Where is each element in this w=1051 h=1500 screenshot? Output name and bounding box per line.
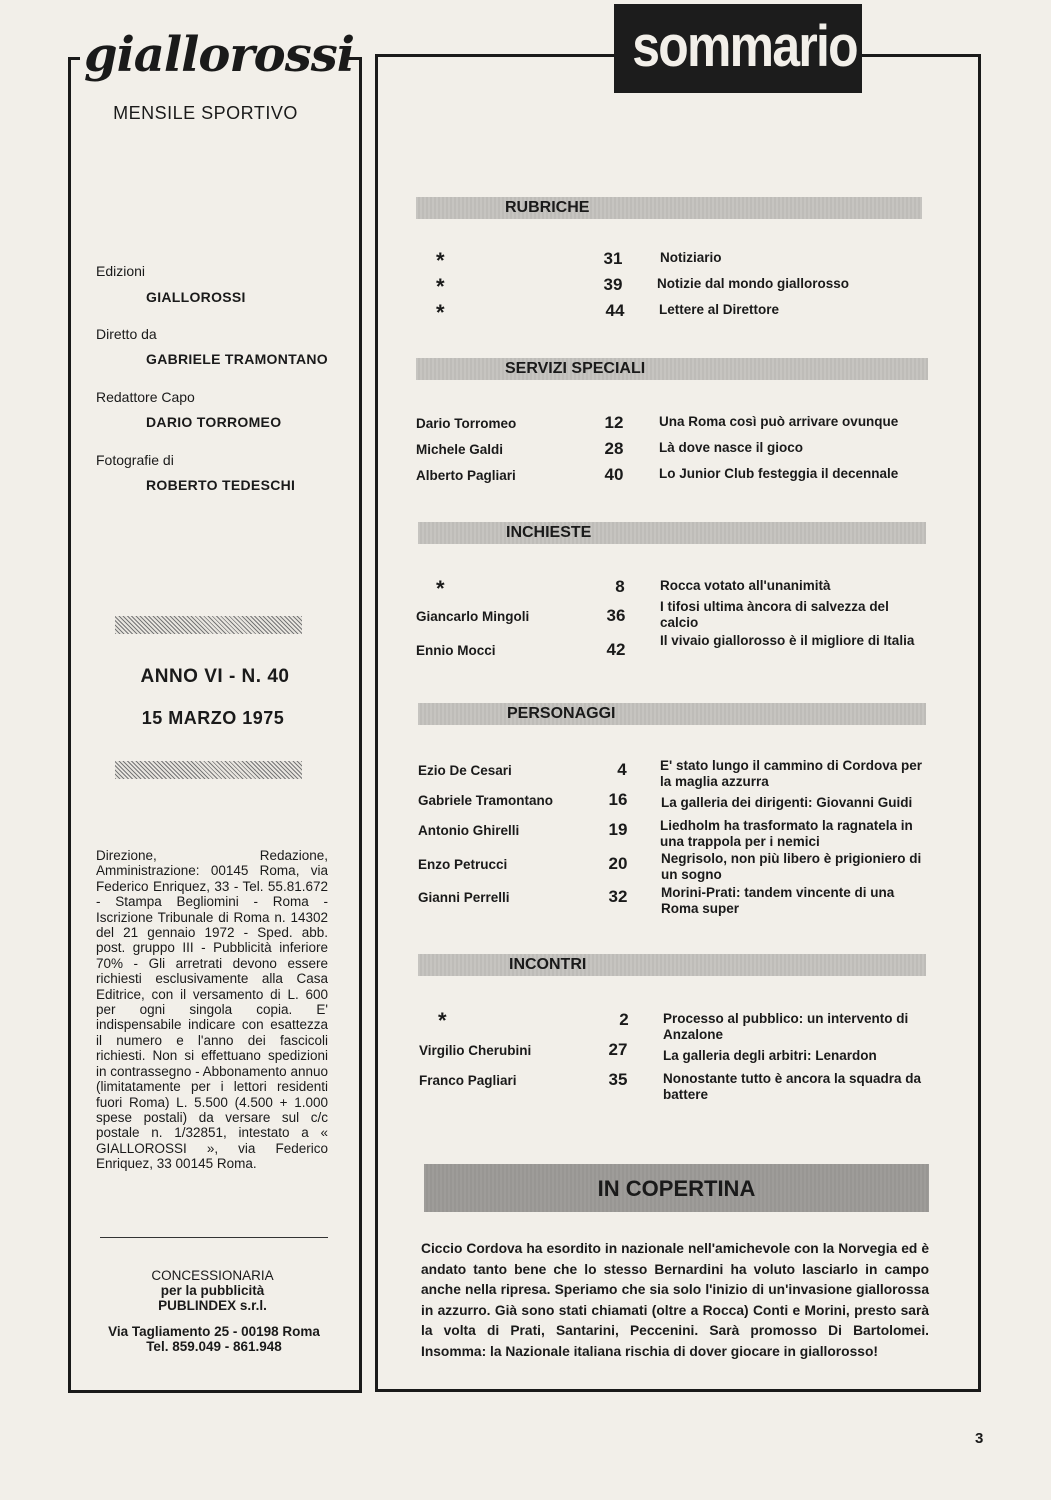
section-header-servizi-speciali: SERVIZI SPECIALI: [416, 358, 928, 380]
entry-title: Rocca votato all'unanimità: [660, 578, 831, 593]
entry-page: 28: [604, 439, 624, 458]
entry-page: 31: [603, 249, 623, 268]
entry-author: Dario Torromeo: [416, 416, 517, 431]
entry-page: 2: [619, 1010, 629, 1029]
dealer-line-1: CONCESSIONARIA: [151, 1268, 274, 1283]
entry-title: Liedholm ha trasformato la ragnatela in una trappola per i nemici: [660, 818, 913, 849]
cover-description: Ciccio Cordova ha esordito in nazionale nell'amichevole con la Norvegia ed è andato tanto bene che lo stesso Bernardini ha voluto lasciarlo in campo anche nella ripresa. Speriamo che sia solo l'inizio di un'invasione giallorossa in azzurro. Già sono stati chiamati (oltre a Rocca) Conti e Morini, presto sarà la volta di Prati, Santarini, Peccenini. Sarà promosso Di Bartolomei. Insomma: la Nazionale italiana rischia di dover giocare in giallorosso!: [421, 1241, 929, 1359]
entry-author: Gianni Perrelli: [418, 890, 510, 905]
entry-title: I tifosi ultima àncora di salvezza del calcio: [660, 599, 889, 630]
entry-title: Notizie dal mondo giallorosso: [657, 276, 850, 291]
star-icon: *: [436, 248, 445, 273]
credit-label-photos: Fotografie di: [96, 452, 174, 468]
entry-author: Franco Pagliari: [419, 1073, 517, 1088]
section-header-in-copertina: IN COPERTINA: [424, 1164, 929, 1212]
dealer-address: [90, 1324, 338, 1354]
decorative-divider-top: [115, 616, 302, 634]
credit-name-editions: GIALLOROSSI: [146, 289, 246, 305]
star-icon: *: [436, 576, 445, 601]
entry-title: Nonostante tutto è ancora la squadra da battere: [663, 1071, 922, 1102]
entry-title: E' stato lungo il cammino di Cordova per la maglia azzurra: [660, 758, 922, 789]
star-icon: *: [438, 1008, 447, 1033]
entry-title: La galleria dei dirigenti: Giovanni Guidi: [661, 795, 913, 810]
divider-rule: [100, 1237, 328, 1238]
entry-title: Lo Junior Club festeggia il decennale: [659, 466, 899, 481]
entry-title: Lettere al Direttore: [659, 302, 780, 317]
entry-title: Morini-Prati: tandem vincente di una Roma super: [661, 885, 895, 916]
decorative-divider-bottom: [115, 761, 302, 779]
section-header-personaggi: PERSONAGGI: [418, 703, 926, 725]
credit-label-director: Diretto da: [96, 326, 157, 342]
entry-page: 27: [608, 1040, 628, 1059]
page-number: 3: [975, 1430, 984, 1447]
entry-page: 12: [604, 413, 624, 432]
entry-page: 4: [617, 760, 627, 779]
entry-page: 40: [604, 465, 624, 484]
masthead-title: giallorossi: [80, 20, 348, 90]
entry-author: Gabriele Tramontano: [418, 793, 554, 808]
section-header-rubriche: RUBRICHE: [416, 197, 922, 219]
star-icon: *: [436, 274, 445, 299]
entry-author: Michele Galdi: [416, 442, 504, 457]
section-header-inchieste: INCHIESTE: [418, 522, 926, 544]
credit-label-editions: Edizioni: [96, 263, 146, 279]
entry-page: 16: [608, 790, 628, 809]
entry-title: Il vivaio giallorosso è il migliore di Italia: [660, 633, 915, 648]
entry-author: Giancarlo Mingoli: [416, 609, 530, 624]
entry-author: Alberto Pagliari: [416, 468, 516, 483]
sommario-banner-text: sommario: [632, 14, 857, 79]
entry-title: Una Roma così può arrivare ovunque: [659, 414, 899, 429]
entry-title: Là dove nasce il gioco: [659, 440, 804, 455]
entry-page: 32: [608, 887, 628, 906]
entry-title: Processo al pubblico: un intervento di Anzalone: [663, 1011, 909, 1042]
star-icon: *: [436, 300, 445, 325]
entry-page: 8: [615, 577, 625, 596]
credit-label-chief-editor: Redattore Capo: [96, 389, 195, 405]
editorial-info: Direzione, Redazione, Amministrazione: 00145 Roma, via Federico Enriquez, 33 - Tel. 55.81.672 - Stampa Begliomini - Roma - Iscrizione Tribunale di Roma n. 14302 del 21 gennaio 1972 - Sped. abb. post. gruppo III - Pubblicità inferiore 70% - Gli arretrati devono essere richiesti esclusivamente alla Casa Editrice, con il versamento di L. 600 per ogni singola copia. E' indispensabile indicare con esattezza il numero e l'anno dei fascicoli richiesti. Non si effettuano spedizioni in contrassegno - Abbonamento annuo (limitatamente per i lettori residenti fuori Roma) L. 5.500 (4.500 + 1.000 spese postali) da versare sul c/c postale n. 1/32851, intestato a « GIALLOROSSI », via Federico Enriquez, 33 00145 Roma.: [96, 848, 328, 1172]
entry-author: Ezio De Cesari: [418, 763, 512, 778]
dealer-address-line-1: Via Tagliamento 25 - 00198 Roma: [108, 1324, 320, 1339]
entry-page: 44: [605, 301, 625, 320]
credit-name-chief-editor: DARIO TORROMEO: [146, 414, 282, 430]
dealer-address-line-2: Tel. 859.049 - 861.948: [146, 1339, 282, 1354]
entry-page: 35: [608, 1070, 628, 1089]
entry-author: Ennio Mocci: [416, 643, 496, 658]
dealer-line-3: PUBLINDEX s.r.l.: [158, 1298, 267, 1313]
entry-title: Negrisolo, non più libero è prigioniero di un sogno: [661, 851, 922, 882]
entry-title: Notiziario: [660, 250, 722, 265]
entry-author: Antonio Ghirelli: [418, 823, 520, 838]
credit-name-director: GABRIELE TRAMONTANO: [146, 351, 328, 367]
entry-page: 42: [606, 640, 626, 659]
entry-author: Virgilio Cherubini: [419, 1043, 532, 1058]
entry-page: 19: [608, 820, 628, 839]
section-header-incontri: INCONTRI: [418, 954, 926, 976]
sommario-banner: [614, 4, 862, 93]
issue-date: 15 MARZO 1975: [141, 708, 285, 728]
entry-page: 39: [603, 275, 623, 294]
dealer-line-2: per la pubblicità: [160, 1283, 265, 1298]
advertising-dealer: [90, 1268, 335, 1313]
issue-number: ANNO VI - N. 40: [140, 666, 290, 687]
entry-page: 20: [608, 854, 628, 873]
entry-title: La galleria degli arbitri: Lenardon: [663, 1048, 877, 1063]
masthead-subtitle: MENSILE SPORTIVO: [113, 103, 298, 123]
credit-name-photos: ROBERTO TEDESCHI: [146, 477, 296, 493]
entry-author: Enzo Petrucci: [418, 857, 508, 872]
entry-page: 36: [606, 606, 626, 625]
